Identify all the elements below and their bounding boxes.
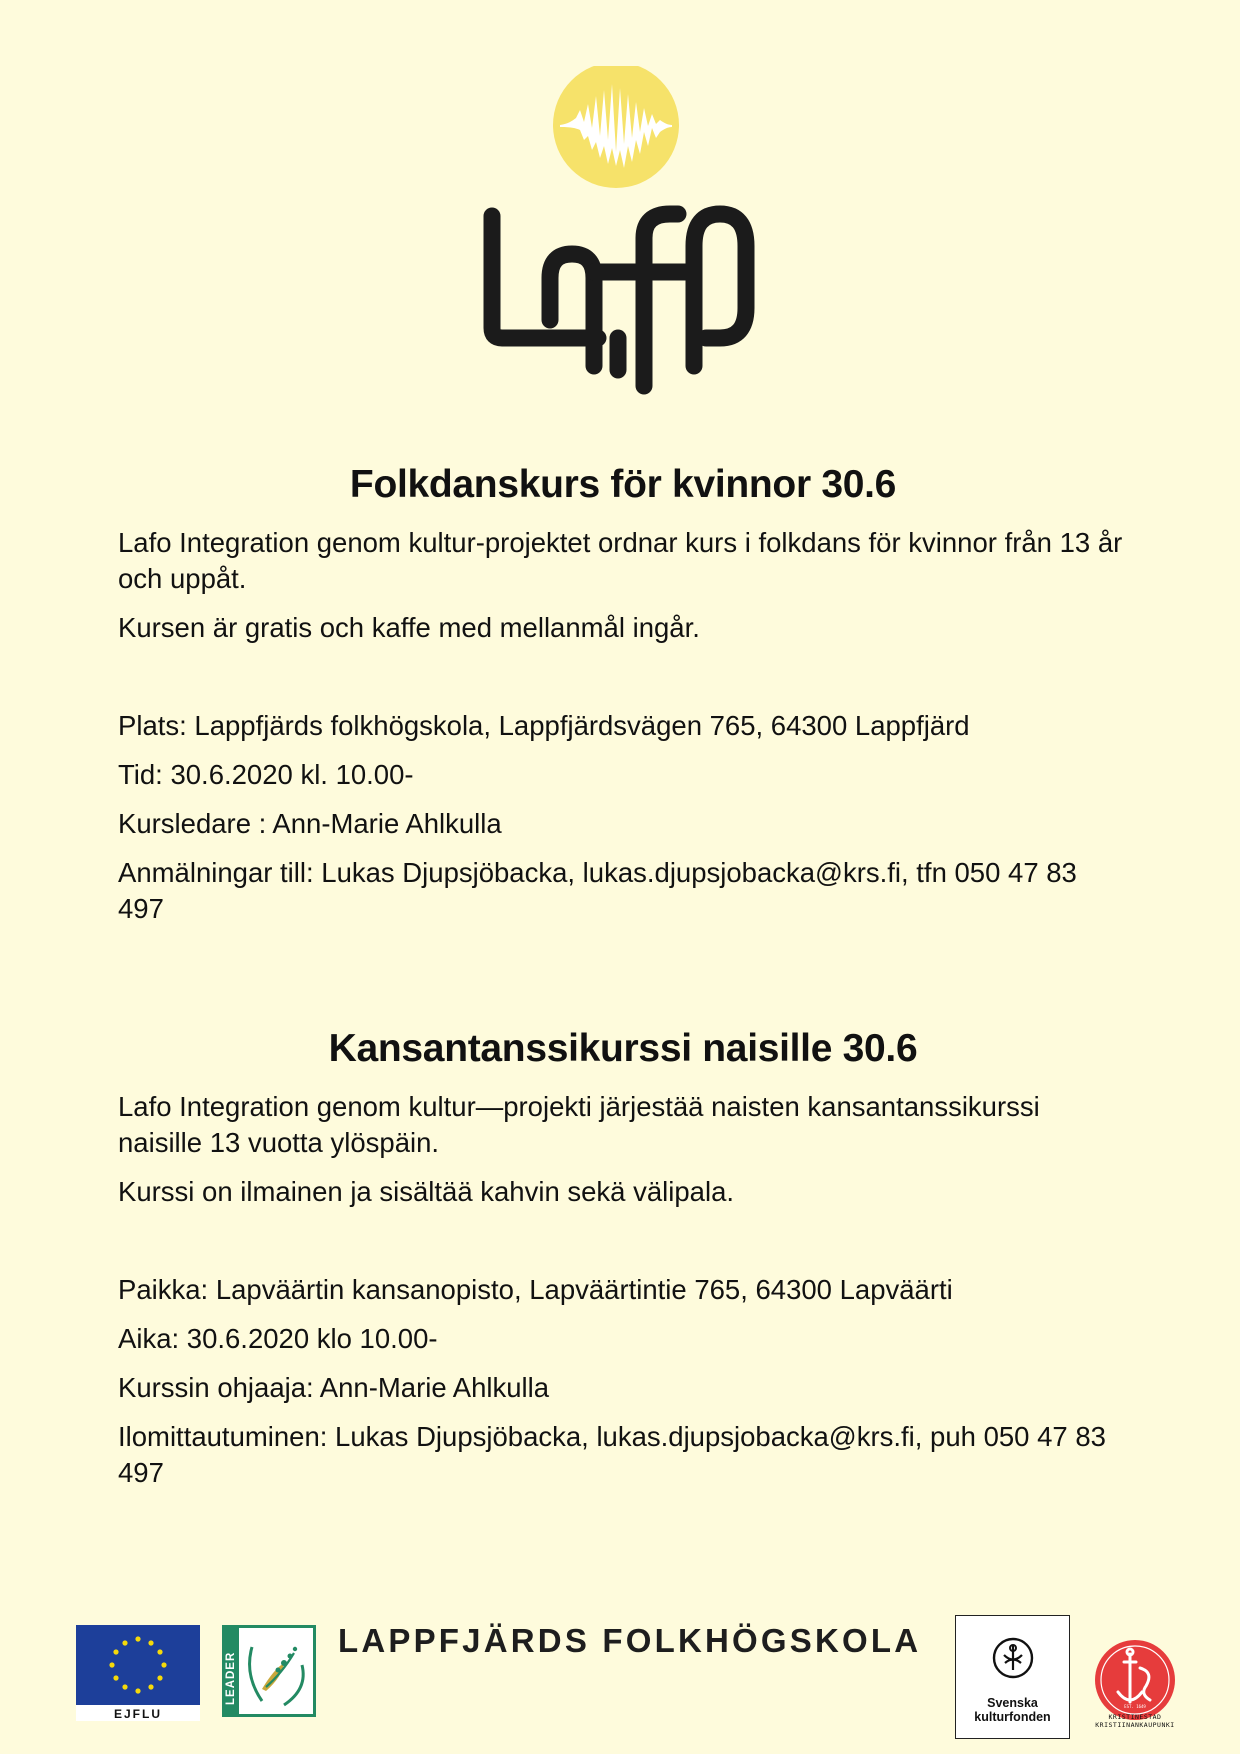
eu-label: EJFLU bbox=[113, 1707, 163, 1721]
swedish-course-section bbox=[118, 463, 1128, 940]
intro-text: Lafo Integration genom kultur—projekti järjestää naisten kansantanssikurssi naisille 13 vuotta ylöspäin. bbox=[118, 1091, 1040, 1158]
logo-letter-o bbox=[694, 214, 746, 366]
eu-flag-logo bbox=[76, 1625, 200, 1721]
section-title: Folkdanskurs för kvinnor 30.6 bbox=[349, 463, 897, 506]
intro-text: Lafo Integration genom kultur-projektet ordnar kurs i folkdans för kvinnor från 13 år och uppåt. bbox=[118, 527, 1123, 594]
krs-est-label: EST. 1649 bbox=[1124, 1704, 1146, 1709]
finnish-course-section bbox=[118, 1027, 1128, 1504]
info-text: Kurssi on ilmainen ja sisältää kahvin sekä välipala. bbox=[118, 1176, 735, 1207]
registration-text: Ilomittautuminen: Lukas Djupsjöbacka, lukas.djupsjobacka@krs.fi, puh 050 47 83 497 bbox=[118, 1421, 1106, 1488]
leader-label: LEADER bbox=[225, 1651, 237, 1705]
time-text: Tid: 30.6.2020 kl. 10.00- bbox=[118, 759, 414, 790]
leader-text: Kursledare : Ann-Marie Ahlkulla bbox=[118, 808, 502, 839]
school-name: LAPPFJÄRDS FOLKHÖGSKOLA bbox=[338, 1622, 922, 1659]
leader-logo bbox=[222, 1625, 316, 1717]
kulturfonden-label: Svenska kulturfonden bbox=[974, 1696, 1051, 1724]
time-text: Aika: 30.6.2020 klo 10.00- bbox=[118, 1323, 438, 1354]
kristinestad-label bbox=[1086, 1713, 1184, 1729]
info-text: Kursen är gratis och kaffe med mellanmål ingår. bbox=[118, 612, 700, 643]
kulturfonden-emblem-icon bbox=[991, 1636, 1035, 1680]
leader-text: Kurssin ohjaaja: Ann-Marie Ahlkulla bbox=[118, 1372, 550, 1403]
place-text: Plats: Lappfjärds folkhögskola, Lappfjärdsvägen 765, 64300 Lappfjärd bbox=[118, 710, 970, 741]
place-text: Paikka: Lapväärtin kansanopisto, Lapväärtintie 765, 64300 Lapväärti bbox=[118, 1274, 953, 1305]
logo-letter-f bbox=[644, 214, 678, 386]
krs-line1: KRISTINESTAD bbox=[1108, 1713, 1162, 1721]
svenska-kulturfonden-logo bbox=[955, 1615, 1070, 1739]
section-title: Kansantanssikurssi naisille 30.6 bbox=[328, 1027, 918, 1070]
sponsor-footer bbox=[0, 1600, 1240, 1754]
lafo-logo bbox=[480, 66, 770, 396]
krs-line2: KRISTIINANKAUPUNKI bbox=[1095, 1721, 1175, 1729]
registration-text: Anmälningar till: Lukas Djupsjöbacka, lukas.djupsjobacka@krs.fi, tfn 050 47 83 497 bbox=[118, 857, 1077, 924]
